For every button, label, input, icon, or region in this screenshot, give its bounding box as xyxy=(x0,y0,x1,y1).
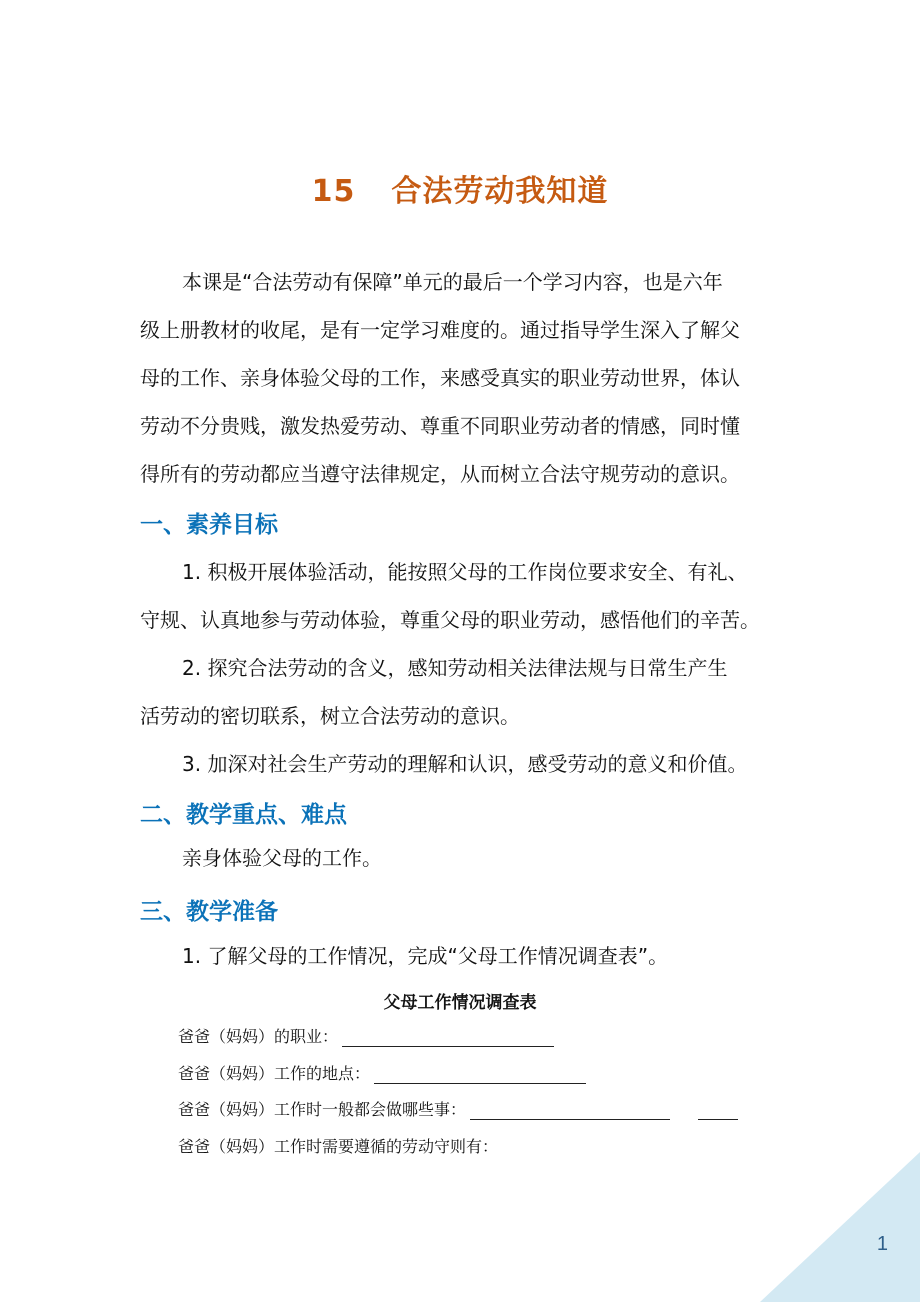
goal-item-2 xyxy=(140,644,800,740)
section-heading-goals: 一、素养目标 xyxy=(140,512,278,538)
intro-line: 本课是“合法劳动有保障”单元的最后一个学习内容，也是六年 xyxy=(182,270,723,294)
intro-line: 得所有的劳动都应当遵守法律规定，从而树立合法守规劳动的意识。 xyxy=(140,462,740,486)
fill-blank-line[interactable] xyxy=(342,1028,554,1047)
goal-item-3 xyxy=(140,740,800,788)
section-heading-preparation: 三、教学准备 xyxy=(140,899,278,925)
survey-row-label: 爸爸（妈妈）的职业： xyxy=(178,1027,339,1046)
survey-row-occupation xyxy=(178,1024,554,1047)
fill-blank-line[interactable] xyxy=(470,1101,670,1120)
survey-row-label: 爸爸（妈妈）工作的地点： xyxy=(178,1064,371,1083)
preparation-line: 1. 了解父母的工作情况，完成“父母工作情况调查表”。 xyxy=(182,944,669,968)
intro-line: 母的工作、亲身体验父母的工作，来感受真实的职业劳动世界，体认 xyxy=(140,366,740,390)
corner-decoration xyxy=(760,1152,920,1302)
survey-row-label: 爸爸（妈妈）工作时一般都会做哪些事： xyxy=(178,1100,467,1119)
survey-row-tasks xyxy=(178,1097,738,1120)
survey-row-rules xyxy=(178,1134,498,1157)
lesson-number: 15 xyxy=(311,174,356,209)
focus-text xyxy=(140,834,800,882)
intro-line: 劳动不分贵贱，激发热爱劳动、尊重不同职业劳动者的情感，同时懂 xyxy=(140,414,740,438)
fill-blank-line[interactable] xyxy=(698,1101,738,1120)
focus-line: 亲身体验父母的工作。 xyxy=(182,846,382,870)
goal-item-line: 1. 积极开展体验活动，能按照父母的工作岗位要求安全、有礼、 xyxy=(182,560,748,584)
intro-paragraph xyxy=(140,258,788,498)
preparation-item-1 xyxy=(140,932,800,980)
goal-item-line: 2. 探究合法劳动的含义，感知劳动相关法律法规与日常生产生 xyxy=(182,656,728,680)
goal-item-line: 3. 加深对社会生产劳动的理解和认识，感受劳动的意义和价值。 xyxy=(182,752,748,776)
lesson-title-text: 合法劳动我知道 xyxy=(391,174,609,209)
survey-row-label: 爸爸（妈妈）工作时需要遵循的劳动守则有： xyxy=(178,1137,499,1156)
survey-title: 父母工作情况调查表 xyxy=(383,993,537,1013)
section-heading-focus: 二、教学重点、难点 xyxy=(140,802,347,828)
fill-blank-line[interactable] xyxy=(374,1065,586,1084)
goal-item-1 xyxy=(140,548,800,644)
page-number: 1 xyxy=(876,1233,888,1255)
goal-item-line: 守规、认真地参与劳动体验，尊重父母的职业劳动，感悟他们的辛苦。 xyxy=(140,608,760,632)
goal-item-line: 活劳动的密切联系，树立合法劳动的意识。 xyxy=(140,704,520,728)
survey-row-location xyxy=(178,1061,586,1084)
intro-line: 级上册教材的收尾，是有一定学习难度的。通过指导学生深入了解父 xyxy=(140,318,740,342)
lesson-title xyxy=(0,166,920,210)
